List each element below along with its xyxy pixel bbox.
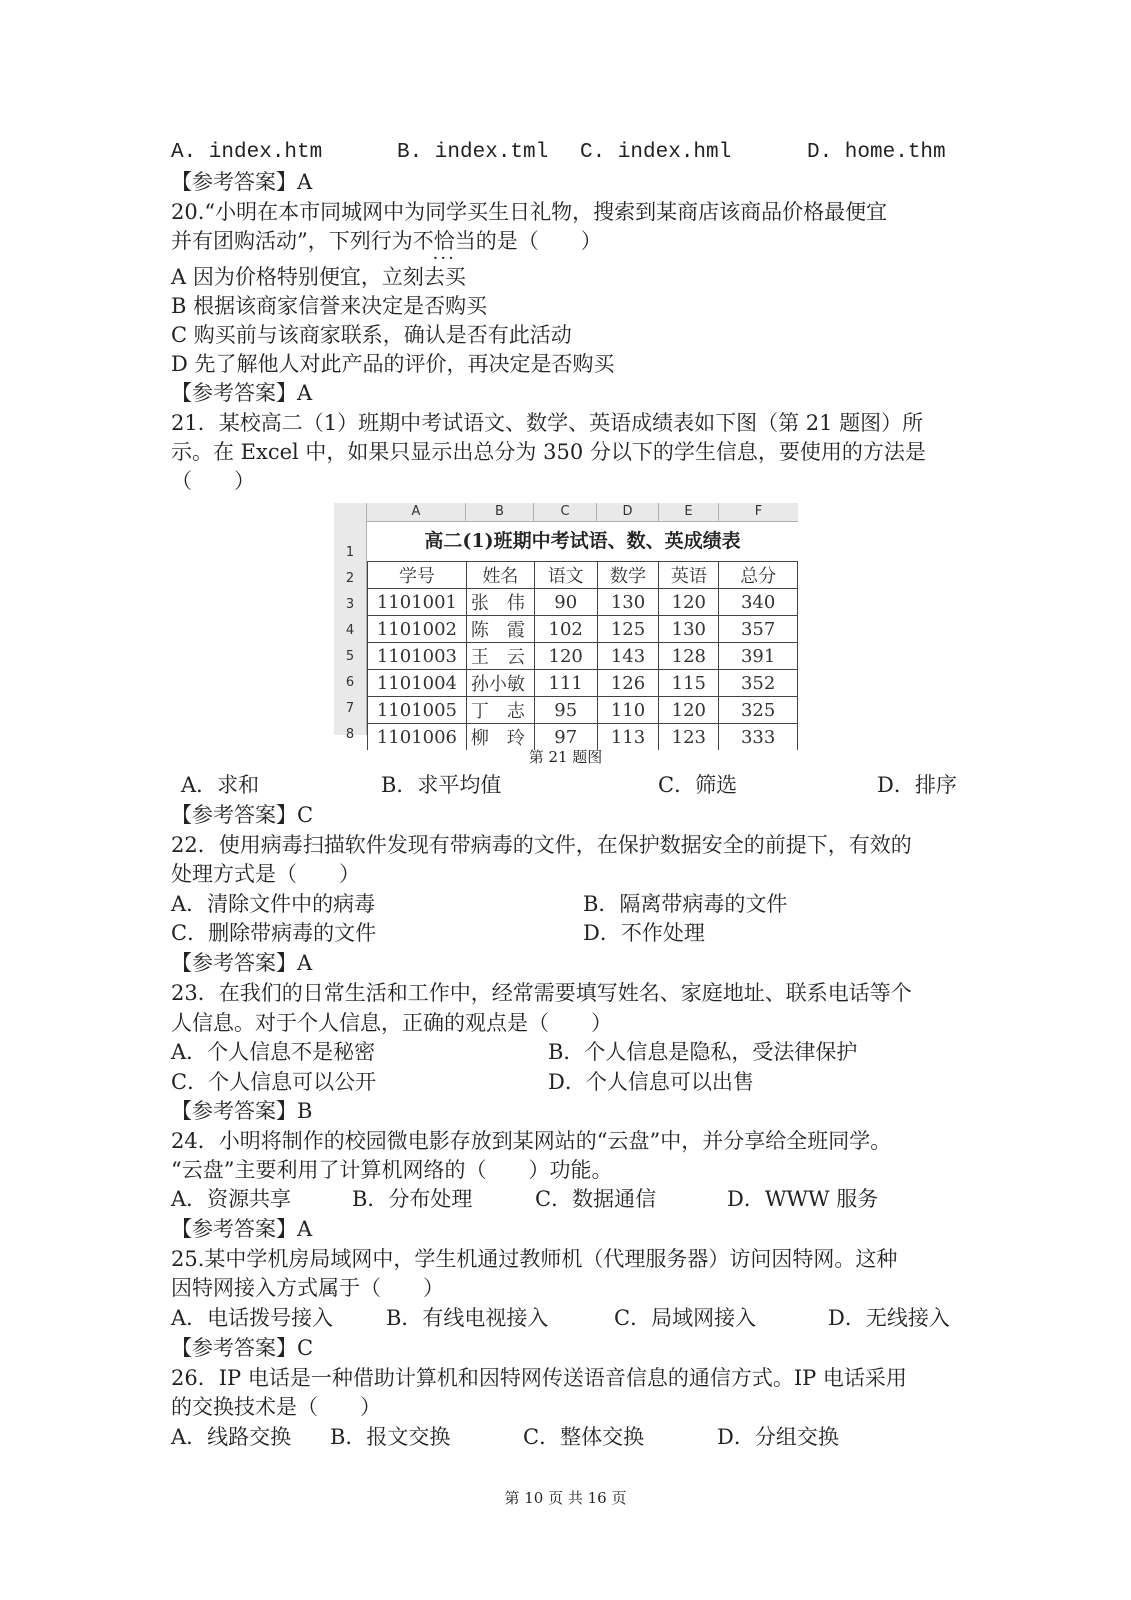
q24-option-b: B．分布处理 xyxy=(352,1187,473,1211)
q24-answer: 【参考答案】A xyxy=(171,1217,313,1241)
excel-cell: 柳 玲 xyxy=(466,724,534,751)
q25-option-b: B．有线电视接入 xyxy=(386,1306,549,1330)
q19-answer: 【参考答案】A xyxy=(171,170,313,194)
excel-header-cell: 姓名 xyxy=(466,562,534,589)
q22-option-c: C．删除带病毒的文件 xyxy=(171,921,377,945)
q20-option-b: B 根据该商家信誉来决定是否购买 xyxy=(171,294,488,318)
excel-row-header: 8 xyxy=(345,727,355,742)
excel-header-cell: 总分 xyxy=(719,562,798,589)
excel-row-headers xyxy=(334,521,367,742)
excel-cell: 1101006 xyxy=(368,724,467,751)
q22-stem-line2: 处理方式是（ ） xyxy=(171,862,360,886)
excel-cell: 120 xyxy=(659,697,719,724)
excel-cell: 90 xyxy=(534,589,597,616)
excel-cell: 张 伟 xyxy=(466,589,534,616)
excel-table-title: 高二(1)班期中考试语、数、英成绩表 xyxy=(367,521,798,562)
excel-cell: 孙小敏 xyxy=(466,670,534,697)
excel-header-cell: 数学 xyxy=(597,562,659,589)
excel-cell: 陈 霞 xyxy=(466,616,534,643)
q21-option-b: B．求平均值 xyxy=(381,773,502,797)
q23-option-a: A．个人信息不是秘密 xyxy=(171,1040,376,1064)
q25-stem-line2: 因特网接入方式属于（ ） xyxy=(171,1276,444,1300)
q22-option-b: B．隔离带病毒的文件 xyxy=(583,892,788,916)
q24-option-c: C．数据通信 xyxy=(535,1187,657,1211)
excel-row-header: 6 xyxy=(345,675,355,690)
q26-option-b: B．报文交换 xyxy=(330,1425,451,1449)
q23-option-c: C．个人信息可以公开 xyxy=(171,1070,377,1094)
q20-stem-pre: 并有团购活动”，下列行为 xyxy=(171,229,413,253)
excel-cell: 110 xyxy=(597,697,659,724)
q22-option-a: A．清除文件中的病毒 xyxy=(171,892,376,916)
q25-stem-line1: 25.某中学机房局域网中，学生机通过教师机（代理服务器）访问因特网。这种 xyxy=(171,1247,898,1271)
excel-cell: 130 xyxy=(597,589,659,616)
q23-option-b: B．个人信息是隐私，受法律保护 xyxy=(548,1040,858,1064)
excel-data-row xyxy=(368,643,798,670)
q19-option-c: C. index.hml xyxy=(580,141,732,164)
excel-col-header: A xyxy=(367,503,466,521)
q20-answer: 【参考答案】A xyxy=(171,381,313,405)
q24-option-a: A．资源共享 xyxy=(171,1187,292,1211)
excel-cell: 325 xyxy=(719,697,798,724)
q20-stem-line1: 20.“小明在本市同城网中为同学买生日礼物，搜索到某商店该商品价格最便宜 xyxy=(171,200,888,224)
excel-row-header: 7 xyxy=(345,701,355,716)
excel-cell: 1101004 xyxy=(368,670,467,697)
q19-option-d: D. home.thm xyxy=(807,141,946,164)
excel-col-header: F xyxy=(754,504,763,519)
q26-stem-line2: 的交换技术是（ ） xyxy=(171,1395,381,1419)
excel-data-row xyxy=(368,670,798,697)
figure-caption: 第 21 题图 xyxy=(528,748,603,766)
excel-row-header: 3 xyxy=(345,597,355,612)
excel-cell: 340 xyxy=(719,589,798,616)
q25-option-d: D．无线接入 xyxy=(828,1306,950,1330)
excel-row-header: 5 xyxy=(345,649,355,664)
q20-emphasis: 不恰当 ··· xyxy=(413,226,476,256)
excel-row-header: 1 xyxy=(345,545,355,560)
page-footer: 第 10 页 共 16 页 xyxy=(504,1489,627,1507)
q20-option-c: C 购买前与该商家联系，确认是否有此活动 xyxy=(171,323,572,347)
q21-answer: 【参考答案】C xyxy=(171,803,314,827)
excel-cell: 97 xyxy=(534,724,597,751)
q26-option-d: D．分组交换 xyxy=(717,1425,839,1449)
excel-col-header: B xyxy=(466,503,534,521)
q26-stem-line1: 26．IP 电话是一种借助计算机和因特网传送语音信息的通信方式。IP 电话采用 xyxy=(171,1366,907,1390)
q23-answer: 【参考答案】B xyxy=(171,1099,313,1123)
excel-header-row xyxy=(368,562,798,589)
excel-cell: 123 xyxy=(659,724,719,751)
q20-stem-line2 xyxy=(171,226,602,256)
excel-cell: 126 xyxy=(597,670,659,697)
excel-cell: 1101003 xyxy=(368,643,467,670)
excel-cell: 333 xyxy=(719,724,798,751)
excel-column-headers xyxy=(334,503,798,522)
q19-option-a: A. index.htm xyxy=(171,141,323,164)
excel-cell: 120 xyxy=(659,589,719,616)
excel-col-header: E xyxy=(659,503,719,521)
excel-header-cell: 英语 xyxy=(659,562,719,589)
q20-option-d: D 先了解他人对此产品的评价，再决定是否购买 xyxy=(171,352,615,376)
q21-option-a: A．求和 xyxy=(181,773,260,797)
excel-cell: 王 云 xyxy=(466,643,534,670)
excel-col-header: D xyxy=(597,503,659,521)
excel-score-table xyxy=(367,561,798,750)
excel-cell: 115 xyxy=(659,670,719,697)
q19-option-b: B. index.tml xyxy=(397,141,549,164)
excel-corner-cell xyxy=(334,503,367,521)
q22-stem-line1: 22．使用病毒扫描软件发现有带病毒的文件，在保护数据安全的前提下，有效的 xyxy=(171,833,912,857)
excel-cell: 102 xyxy=(534,616,597,643)
q23-stem-line2: 人信息。对于个人信息，正确的观点是（ ） xyxy=(171,1011,612,1035)
q21-option-c: C．筛选 xyxy=(658,773,738,797)
excel-cell: 120 xyxy=(534,643,597,670)
excel-cell: 391 xyxy=(719,643,798,670)
q20-option-a: A 因为价格特别便宜，立刻去买 xyxy=(171,265,466,289)
excel-col-header: C xyxy=(534,503,597,521)
excel-cell: 352 xyxy=(719,670,798,697)
excel-cell: 130 xyxy=(659,616,719,643)
excel-cell: 128 xyxy=(659,643,719,670)
excel-cell: 143 xyxy=(597,643,659,670)
q24-option-d: D．WWW 服务 xyxy=(727,1187,879,1211)
q24-stem-line2: “云盘”主要利用了计算机网络的（ ）功能。 xyxy=(171,1158,613,1182)
q23-option-d: D．个人信息可以出售 xyxy=(548,1070,754,1094)
excel-data-row xyxy=(368,697,798,724)
excel-header-cell: 语文 xyxy=(534,562,597,589)
excel-cell: 357 xyxy=(719,616,798,643)
q24-stem-line1: 24．小明将制作的校园微电影存放到某网站的“云盘”中，并分享给全班同学。 xyxy=(171,1129,892,1153)
excel-header-cell: 学号 xyxy=(368,562,467,589)
excel-cell: 丁 志 xyxy=(466,697,534,724)
excel-cell: 1101002 xyxy=(368,616,467,643)
q23-stem-line1: 23．在我们的日常生活和工作中，经常需要填写姓名、家庭地址、联系电话等个 xyxy=(171,981,912,1005)
excel-cell: 1101001 xyxy=(368,589,467,616)
excel-cell: 95 xyxy=(534,697,597,724)
q21-option-d: D．排序 xyxy=(877,773,957,797)
q22-answer: 【参考答案】A xyxy=(171,951,313,975)
q25-option-c: C．局域网接入 xyxy=(614,1306,757,1330)
q26-option-a: A．线路交换 xyxy=(171,1425,292,1449)
excel-screenshot xyxy=(334,503,798,749)
q25-answer: 【参考答案】C xyxy=(171,1336,314,1360)
excel-data-row xyxy=(368,616,798,643)
q25-option-a: A．电话拨号接入 xyxy=(171,1306,334,1330)
excel-cell: 113 xyxy=(597,724,659,751)
q26-option-c: C．整体交换 xyxy=(523,1425,645,1449)
q21-stem-line1: 21．某校高二（1）班期中考试语文、数学、英语成绩表如下图（第 21 题图）所 xyxy=(171,411,924,435)
q22-option-d: D．不作处理 xyxy=(583,921,705,945)
excel-cell: 111 xyxy=(534,670,597,697)
q21-stem-line2: 示。在 Excel 中，如果只显示出总分为 350 分以下的学生信息，要使用的方法是 xyxy=(171,440,926,464)
excel-cell: 125 xyxy=(597,616,659,643)
excel-data-row xyxy=(368,589,798,616)
q21-stem-line3: （ ） xyxy=(171,469,255,493)
q20-stem-post: 的是（ ） xyxy=(475,229,602,253)
excel-row-header: 4 xyxy=(345,623,355,638)
excel-cell: 1101005 xyxy=(368,697,467,724)
excel-row-header: 2 xyxy=(345,571,355,586)
